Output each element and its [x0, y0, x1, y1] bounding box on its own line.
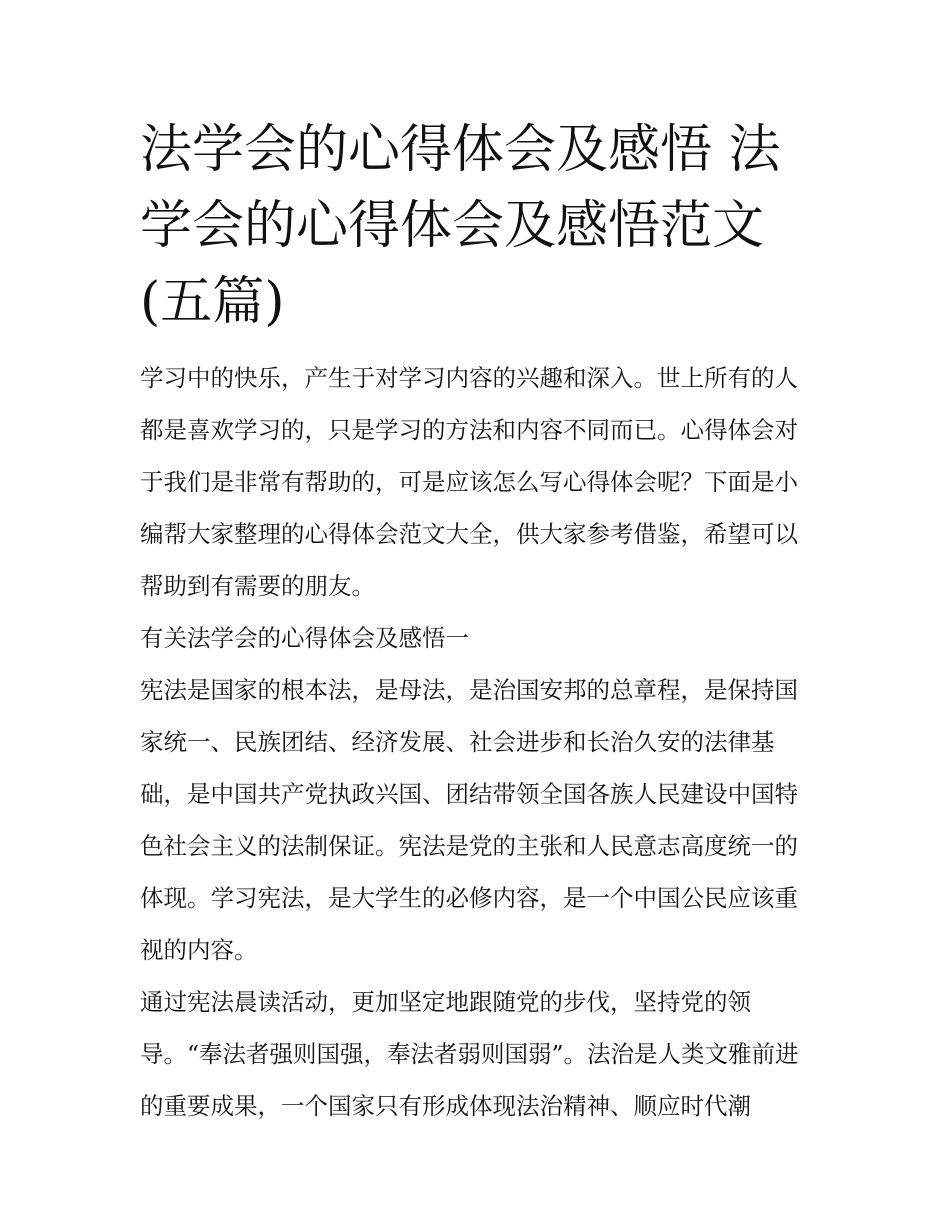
body-paragraph: 通过宪法晨读活动，更加坚定地跟随党的步伐，坚持党的领导。“奉法者强则国强，奉法者弱则国弱”。法治是人类文雅前进的重要成果，一个国家只有形成体现法治精神、顺应时代潮	[140, 988, 799, 1120]
document-body	[140, 352, 812, 1132]
section-heading: 有关法学会的心得体会及感悟一	[140, 624, 469, 652]
document-page	[140, 112, 812, 1132]
intro-paragraph: 学习中的快乐，产生于对学习内容的兴趣和深入。世上所有的人都是喜欢学习的，只是学习的方法和内容不同而已。心得体会对于我们是非常有帮助的，可是应该怎么写心得体会呢？下面是小编帮大家整理的心得体会范文大全，供大家参考借鉴，希望可以帮助到有需要的朋友。	[140, 364, 798, 600]
document-title: 法学会的心得体会及感悟 法学会的心得体会及感悟范文(五篇)	[140, 120, 781, 332]
body-paragraph: 宪法是国家的根本法，是母法，是治国安邦的总章程，是保持国家统一、民族团结、经济发展、社会进步和长治久安的法律基础，是中国共产党执政兴国、团结带领全国各族人民建设中国特色社会主义的法制保证。宪法是党的主张和人民意志高度统一的体现。学习宪法，是大学生的必修内容，是一个中国公民应该重视的内容。	[140, 676, 798, 964]
